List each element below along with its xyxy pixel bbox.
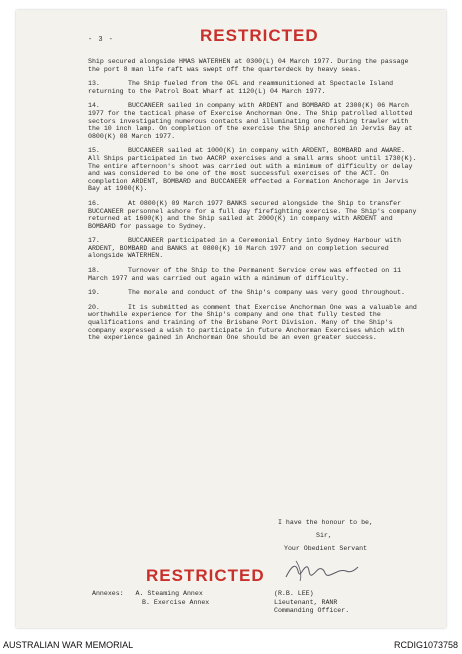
signer-block: [274, 590, 349, 616]
footer-bar: [0, 636, 462, 654]
body-text: [88, 58, 420, 349]
paragraph-14: 14. BUCCANEER sailed in company with ARDENT and BOMBARD at 2300(K) 06 March 1977 for the tactical phase of Exercise Anchorman One. The Ship patrolled allotted sectors investigating numerous contacts and illuminating one fishing trawler with the 10 inch lamp. On completion of the exercise the Ship anchored in Jervis Bay at 0800(K) 08 March 1977.: [88, 102, 413, 140]
closing-line-2: Sir,: [316, 532, 332, 539]
paragraph-12-cont: Ship secured alongside HMAS WATERHEN at 0300(L) 04 March 1977. During the passage the port 8 man life raft was swept off the quarterdeck by heavy seas.: [88, 58, 409, 73]
paragraph-15: 15. BUCCANEER sailed at 1000(K) in company with ARDENT, BOMBARD and AWARE. All Ships participated in two AACRP exercises and a small arms shoot until 1730(K). The entire afternoon's shoot was carried out with a minimum of difficulty or delay and was considered to be one of the most successful exercises of the ACT. On completion ARDENT, BOMBARD and BUCCANEER effected a Formation Anchorage in Jervis Bay at 1900(K).: [88, 147, 417, 193]
paragraph-19: 19. The morale and conduct of the Ship's company was very good throughout.: [88, 289, 405, 297]
signer-rank: Lieutenant, RANR: [274, 598, 338, 606]
closing-line-1: I have the honour to be,: [278, 519, 373, 526]
footer-id: RCDIG1073758: [393, 640, 458, 650]
signer-name: (R.B. LEE): [274, 590, 314, 597]
page-number: - 3 -: [88, 36, 115, 44]
footer-source: AUSTRALIAN WAR MEMORIAL: [3, 640, 134, 650]
paragraph-18: 18. Turnover of the Ship to the Permanent Service crew was effected on 11 March 1977 and was carried out again with a minimum of difficulty.: [88, 267, 402, 282]
annex-b: B. Exercise Annex: [142, 598, 210, 606]
paragraph-20: 20. It is submitted as comment that Exercise Anchorman One was a valuable and worthwhile experience for the Ship's company and one that fully tested the qualifications and training of the Brisbane Port Division. Many of the Ship's company expressed a wish to participate in future Anchorman Exercises which with the experience gained in Anchorman One should be an even greater success.: [88, 303, 417, 342]
signer-role: Commanding Officer.: [274, 607, 350, 614]
annexes-label: Annexes:: [92, 590, 124, 597]
annexes-block: [92, 590, 209, 607]
annex-a: A. Steaming Annex: [135, 590, 203, 597]
paragraph-13: 13. The Ship fueled from the OFL and reammunitioned at Spectacle Island returning to the Patrol Boat Wharf at 1120(L) 04 March 1977.: [88, 80, 394, 95]
paragraph-16: 16. At 0800(K) 09 March 1977 BANKS secured alongside the Ship to transfer BUCCANEER personnel ashore for a full day firefighting exercise. The Ship's company returned at 1600(K) and the Ship sailed at 2000(K) in company with ARDENT and BOMBARD for passage to Sydney.: [88, 199, 417, 230]
signature-image: [282, 555, 362, 585]
closing-line-3: Your Obedient Servant: [284, 545, 368, 552]
document-page: [16, 10, 446, 628]
restricted-stamp-bottom: RESTRICTED: [146, 566, 265, 585]
paragraph-17: 17. BUCCANEER participated in a Ceremonial Entry into Sydney Harbour with ARDENT, BOMBARD and BANKS at 0800(K) 10 March 1977 and on completion secured alongside WATERHEN.: [88, 237, 402, 260]
restricted-stamp-top: RESTRICTED: [200, 26, 319, 45]
